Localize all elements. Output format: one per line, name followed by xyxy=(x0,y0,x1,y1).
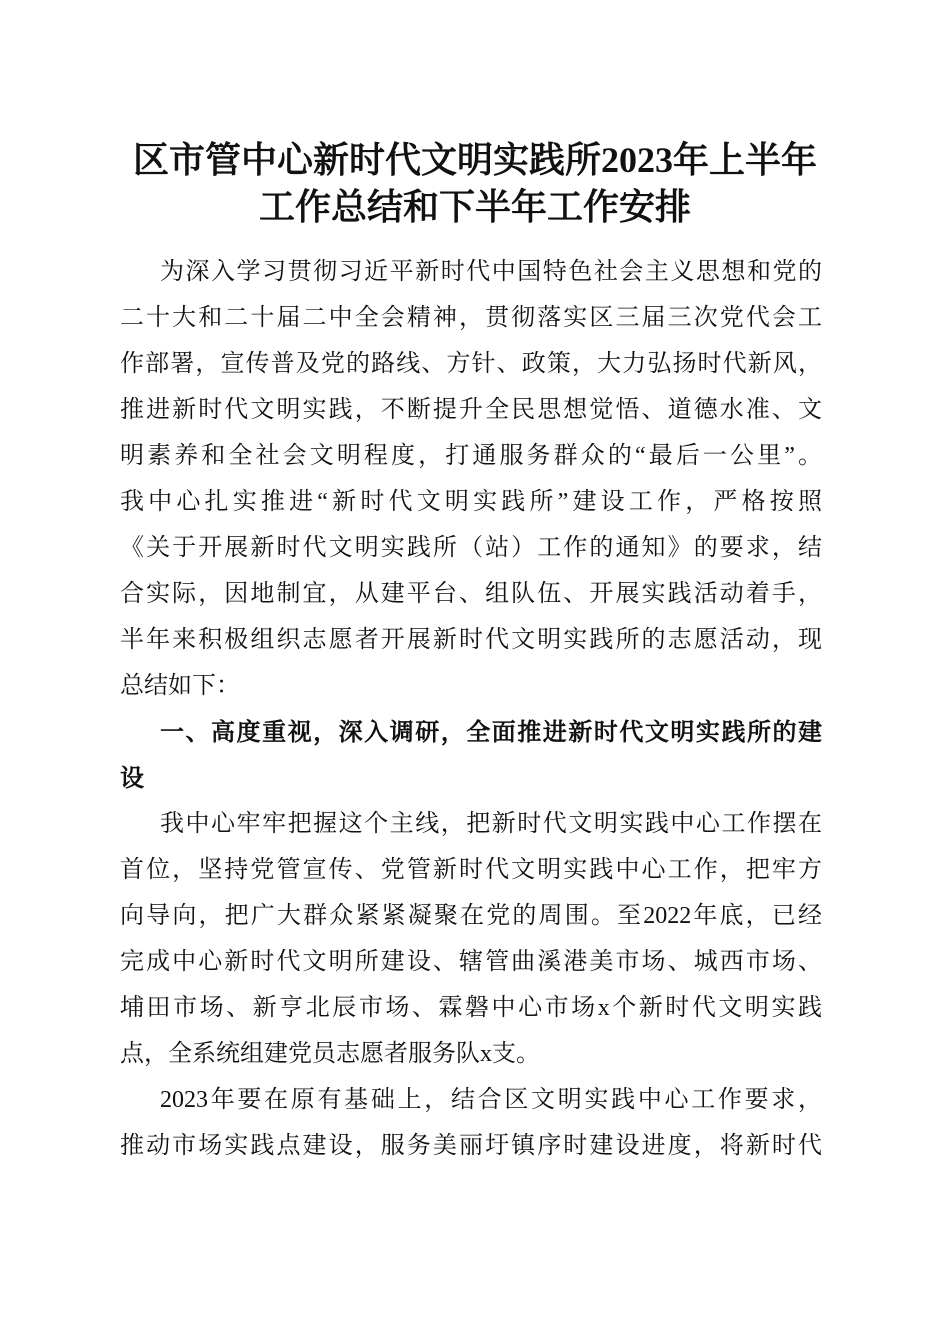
intro-line-9: 半年来积极组织志愿者开展新时代文明实践所的志愿活动，现 xyxy=(120,627,822,653)
section-1-paragraph-1 xyxy=(120,801,822,1077)
intro-line-1: 为深入学习贯彻习近平新时代中国特色社会主义思想和党的 xyxy=(160,259,822,285)
intro-line-4: 推进新时代文明实践，不断提升全民思想觉悟、道德水准、文 xyxy=(120,397,822,423)
section-1-p2-line-2: 推动市场实践点建设，服务美丽圩镇序时建设进度，将新时代 xyxy=(120,1133,822,1159)
intro-line-5: 明素养和全社会文明程度，打通服务群众的“最后一公里”。 xyxy=(120,443,822,469)
intro-line-7: 《关于开展新时代文明实践所（站）工作的通知》的要求，结 xyxy=(120,535,822,561)
section-1-paragraph-2 xyxy=(120,1077,822,1169)
intro-line-8: 合实际，因地制宜，从建平台、组队伍、开展实践活动着手， xyxy=(120,581,822,607)
section-1-p1-line-2: 首位，坚持党管宣传、党管新时代文明实践中心工作，把牢方 xyxy=(120,857,822,883)
intro-paragraph xyxy=(120,249,822,709)
title-line-2: 工作总结和下半年工作安排 xyxy=(258,187,691,227)
section-1-p1-line-5: 埔田市场、新亨北辰市场、霖磐中心市场x个新时代文明实践 xyxy=(120,995,822,1021)
section-1-heading-line-2: 设 xyxy=(120,764,144,792)
intro-line-10: 总结如下： xyxy=(120,673,240,699)
intro-line-6: 我中心扎实推进“新时代文明实践所”建设工作，严格按照 xyxy=(120,489,822,515)
section-1-heading-line-1: 一、高度重视，深入调研，全面推进新时代文明实践所的建 xyxy=(160,718,822,746)
section-1-p1-line-1: 我中心牢牢把握这个主线，把新时代文明实践中心工作摆在 xyxy=(160,811,822,837)
intro-line-3: 作部署，宣传普及党的路线、方针、政策，大力弘扬时代新风， xyxy=(120,351,822,377)
title-line-1: 区市管中心新时代文明实践所2023年上半年 xyxy=(132,140,817,180)
section-1-p2-line-1: 2023年要在原有基础上，结合区文明实践中心工作要求， xyxy=(160,1087,822,1113)
section-1-p1-line-6: 点，全系统组建党员志愿者服务队x支。 xyxy=(120,1041,540,1067)
document-title xyxy=(0,137,950,231)
intro-line-2: 二十大和二十届二中全会精神，贯彻落实区三届三次党代会工 xyxy=(120,305,822,331)
section-1-p1-line-4: 完成中心新时代文明所建设、辖管曲溪港美市场、城西市场、 xyxy=(120,949,822,975)
document-body xyxy=(120,249,822,1169)
section-1-p1-line-3: 向导向，把广大群众紧紧凝聚在党的周围。至2022年底，已经 xyxy=(120,903,822,929)
section-1-heading xyxy=(120,709,822,801)
